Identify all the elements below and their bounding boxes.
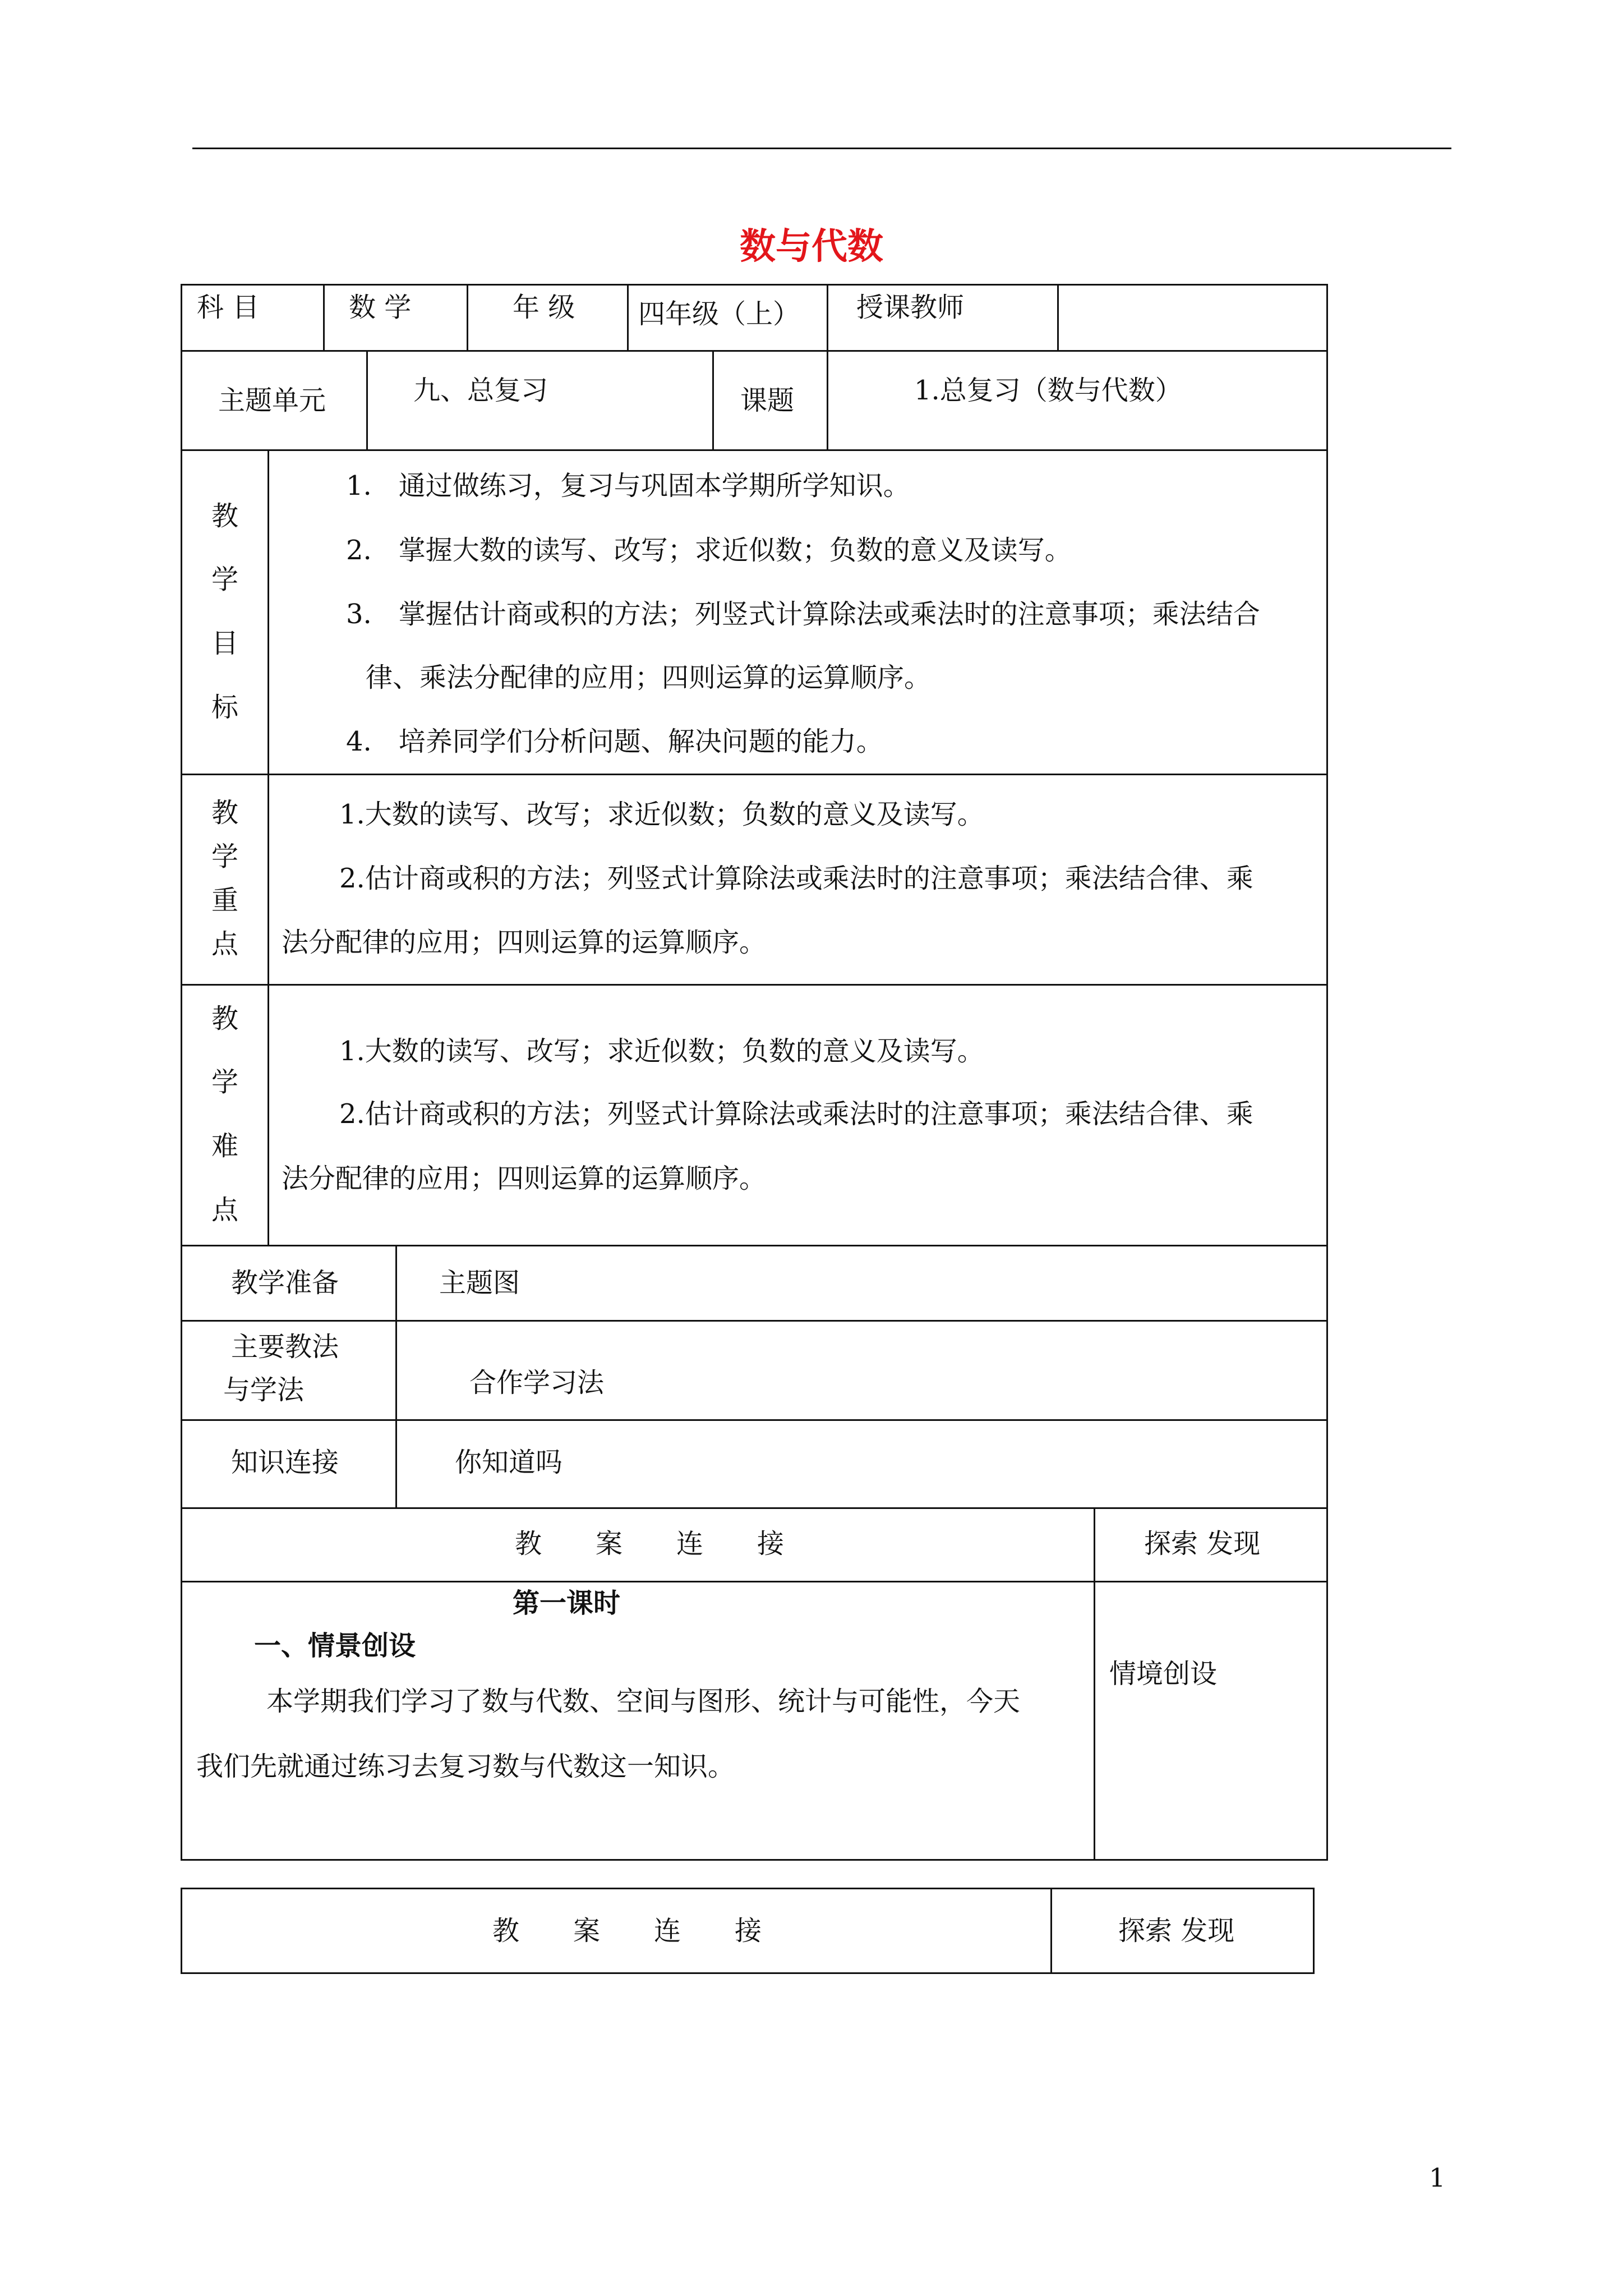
methods-label-line1: 主要教法 bbox=[231, 1331, 339, 1363]
subject-label: 科 目 bbox=[197, 292, 260, 323]
lesson-label: 课题 bbox=[740, 385, 795, 416]
list-item: 3. 掌握估计商或积的方法；列竖式计算除法或乘法时的注意事项；乘法结合 bbox=[346, 599, 1260, 630]
page-number: 1 bbox=[1429, 2162, 1446, 2193]
knowledge-label: 知识连接 bbox=[231, 1447, 339, 1478]
lesson-period: 第一课时 bbox=[513, 1588, 621, 1619]
plan-header-left: 教 案 连 接 bbox=[515, 1528, 785, 1559]
list-item: 1. 通过做练习，复习与巩固本学期所学知识。 bbox=[346, 470, 910, 501]
list-item: 法分配律的应用；四则运算的运算顺序。 bbox=[282, 1163, 767, 1194]
plan-header-2-left: 教 案 连 接 bbox=[492, 1915, 762, 1947]
list-item: 4. 培养同学们分析问题、解决问题的能力。 bbox=[346, 726, 883, 757]
plan-header-right: 探索 发现 bbox=[1144, 1528, 1261, 1559]
list-item: 1.大数的读写、改写；求近似数；负数的意义及读写。 bbox=[339, 1036, 984, 1067]
lesson-paragraph-line1: 本学期我们学习了数与代数、空间与图形、统计与可能性，今天 bbox=[266, 1686, 1021, 1717]
teacher-label: 授课教师 bbox=[856, 292, 965, 323]
header-rule bbox=[192, 148, 1451, 149]
grade-value: 四年级（上） bbox=[638, 298, 800, 330]
lesson-paragraph-line2: 我们先就通过练习去复习数与代数这一知识。 bbox=[196, 1751, 735, 1782]
document-title: 数与代数 bbox=[740, 226, 883, 268]
list-item: 2.估计商或积的方法；列竖式计算除法或乘法时的注意事项；乘法结合律、乘 bbox=[339, 1098, 1253, 1130]
preparation-value: 主题图 bbox=[439, 1267, 520, 1299]
plan-header-2-right: 探索 发现 bbox=[1118, 1915, 1235, 1947]
list-item: 1.大数的读写、改写；求近似数；负数的意义及读写。 bbox=[339, 799, 984, 830]
unit-label: 主题单元 bbox=[218, 385, 326, 416]
grade-label: 年 级 bbox=[513, 292, 575, 323]
lesson-side-note: 情境创设 bbox=[1109, 1658, 1218, 1690]
list-item: 2.估计商或积的方法；列竖式计算除法或乘法时的注意事项；乘法结合律、乘 bbox=[339, 863, 1253, 894]
methods-value: 合作学习法 bbox=[469, 1367, 605, 1398]
list-item: 2. 掌握大数的读写、改写；求近似数；负数的意义及读写。 bbox=[346, 535, 1072, 566]
subject-value: 数 学 bbox=[349, 292, 412, 323]
lesson-value: 1.总复习（数与代数） bbox=[914, 375, 1182, 406]
unit-value: 九、总复习 bbox=[413, 375, 548, 406]
lesson-section-heading: 一、情景创设 bbox=[254, 1630, 416, 1662]
methods-label-line2: 与学法 bbox=[223, 1374, 305, 1406]
list-item: 法分配律的应用；四则运算的运算顺序。 bbox=[282, 927, 767, 958]
preparation-label: 教学准备 bbox=[231, 1267, 339, 1299]
knowledge-value: 你知道吗 bbox=[455, 1447, 563, 1478]
list-item: 律、乘法分配律的应用；四则运算的运算顺序。 bbox=[366, 662, 932, 693]
